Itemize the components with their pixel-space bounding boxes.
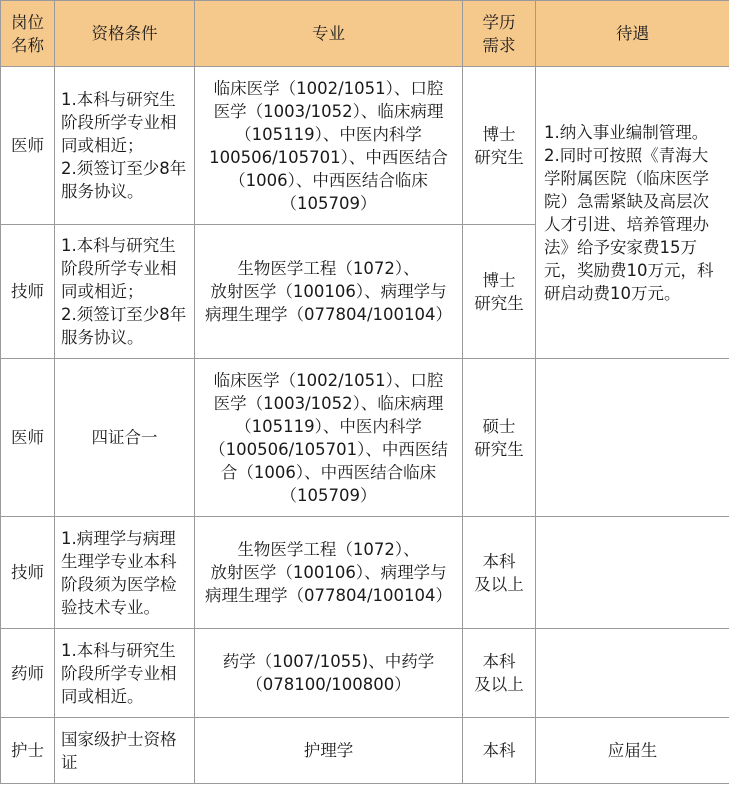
qualification-cell: 国家级护士资格 证	[55, 718, 195, 784]
header-major: 专业	[195, 1, 463, 67]
position-cell: 技师	[1, 225, 55, 359]
education-cell: 博士 研究生	[463, 225, 536, 359]
qualification-cell: 1.本科与研究生 阶段所学专业相 同或相近； 2.须签订至少8年 服务协议。	[55, 225, 195, 359]
position-cell: 医师	[1, 359, 55, 517]
qualification-cell: 1.本科与研究生 阶段所学专业相 同或相近； 2.须签订至少8年 服务协议。	[55, 67, 195, 225]
qualification-cell: 四证合一	[55, 359, 195, 517]
qualification-cell: 1.病理学与病理 生理学专业本科 阶段须为医学检 验技术专业。	[55, 517, 195, 629]
table-row	[1, 629, 729, 718]
header-education: 学历 需求	[463, 1, 536, 67]
benefits-cell-empty	[536, 359, 729, 517]
major-cell: 临床医学（1002/1051）、口腔 医学（1003/1052）、临床病理 （105119）、中医内科学 （100506/105701）、中西医结 合（1006）、中西医结合临床 （105709）	[195, 359, 463, 517]
position-cell: 护士	[1, 718, 55, 784]
header-benefits: 待遇	[536, 1, 729, 67]
qualification-cell: 1.本科与研究生 阶段所学专业相 同或相近。	[55, 629, 195, 718]
education-cell: 本科 及以上	[463, 629, 536, 718]
education-cell: 本科	[463, 718, 536, 784]
table-row	[1, 359, 729, 517]
header-row	[1, 1, 729, 67]
table-row	[1, 517, 729, 629]
major-cell: 生物医学工程（1072）、 放射医学（100106）、病理学与 病理生理学（077804/100104）	[195, 517, 463, 629]
major-cell: 护理学	[195, 718, 463, 784]
header-qualification: 资格条件	[55, 1, 195, 67]
table-row	[1, 67, 729, 225]
position-cell: 医师	[1, 67, 55, 225]
benefits-cell: 1.纳入事业编制管理。 2.同时可按照《青海大 学附属医院（临床医学 院）急需紧缺及高层次 人才引进、培养管理办 法》给予安家费15万 元，奖励费10万元，科 研启动费10万元。	[536, 67, 729, 359]
header-position: 岗位 名称	[1, 1, 55, 67]
benefits-cell: 应届生	[536, 718, 729, 784]
position-cell: 技师	[1, 517, 55, 629]
education-cell: 本科 及以上	[463, 517, 536, 629]
benefits-cell-empty	[536, 629, 729, 718]
education-cell: 博士 研究生	[463, 67, 536, 225]
education-cell: 硕士 研究生	[463, 359, 536, 517]
position-cell: 药师	[1, 629, 55, 718]
benefits-cell-empty	[536, 517, 729, 629]
major-cell: 生物医学工程（1072）、 放射医学（100106）、病理学与 病理生理学（077804/100104）	[195, 225, 463, 359]
table-row	[1, 718, 729, 784]
major-cell: 药学（1007/1055)、中药学 （078100/100800）	[195, 629, 463, 718]
major-cell: 临床医学（1002/1051）、口腔 医学（1003/1052）、临床病理 （105119）、中医内科学 100506/105701）、中西医结合 （1006）、中西医结合临床 （105709）	[195, 67, 463, 225]
